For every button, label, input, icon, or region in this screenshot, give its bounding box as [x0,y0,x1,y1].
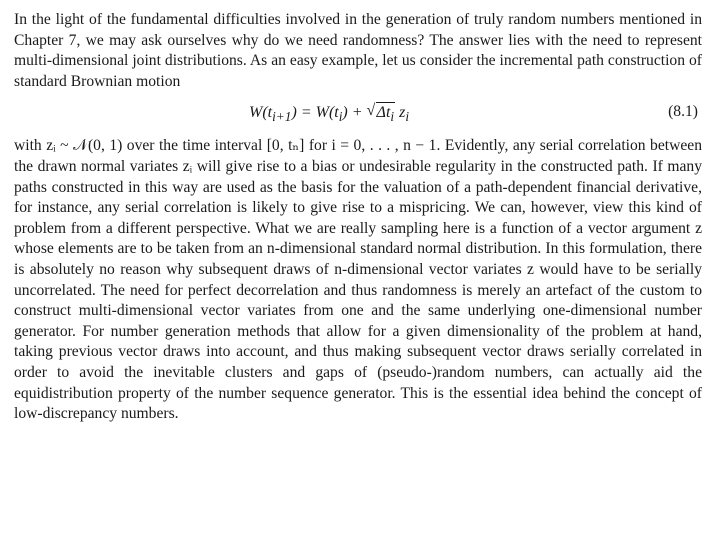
equation-rhs-subscript: i [338,109,343,125]
equation-middle: ) = W(t [291,104,339,122]
equation-z-subscript: i [405,109,410,125]
equation-8-1 [14,98,702,132]
equation-radicand: Δt [376,104,391,122]
equation-lhs: W(t [249,104,273,122]
equation-number: (8.1) [668,103,698,121]
equation-radicand-subscript: i [390,109,395,125]
intro-paragraph: In the light of the fundamental difficulties involved in the generation of truly random numbers mentioned in Chapter 7, we may ask ourselves why do we need randomness? The answer lies with the need to represent multi-dimensional joint distributions. As an easy example, let us consider the incremental path construction of standard Brownian motion [14,11,702,90]
main-paragraph: with zᵢ ~ 𝒩(0, 1) over the time interval [0, tₙ] for i = 0, . . . , n − 1. Evidently, any serial correlation between the drawn normal variates zᵢ will give rise to a bias or undesirable regularity in the constructed path. If many paths constructed in this way are used as the basis for the valuation of a path-dependent financial derivative, for instance, any serial correlation is likely to give rise to a mispricing. We can, however, view this kind of problem from a different perspective. What we are really sampling here is a function of a vector argument z whose elements are to be taken from an n-dimensional standard normal distribution. In this formulation, there is absolutely no reason why subsequent draws of n-dimensional vector variates z would have to be serially uncorrelated. The need for perfect decorrelation and thus randomness is merely an artefact of the custom to construct multi-dimensional vector variates from one and the same underlying one-dimensional number generator. For number generation methods that allow for a given dimensionality of the problem at hand, taking previous vector draws into account, and thus making subsequent vector draws serially correlated in order to avoid the inevitable clusters and gaps of (pseudo-)random numbers, can actually aid the equidistribution property of the number sequence generator. This is the essential idea behind the concept of low-discrepancy numbers. [14,137,702,423]
equation-plus: ) + [342,104,367,122]
equation-lhs-subscript: i+1 [272,109,292,125]
square-root [367,102,396,128]
equation-z: z [395,104,406,122]
brownian-increment-equation [249,102,409,128]
